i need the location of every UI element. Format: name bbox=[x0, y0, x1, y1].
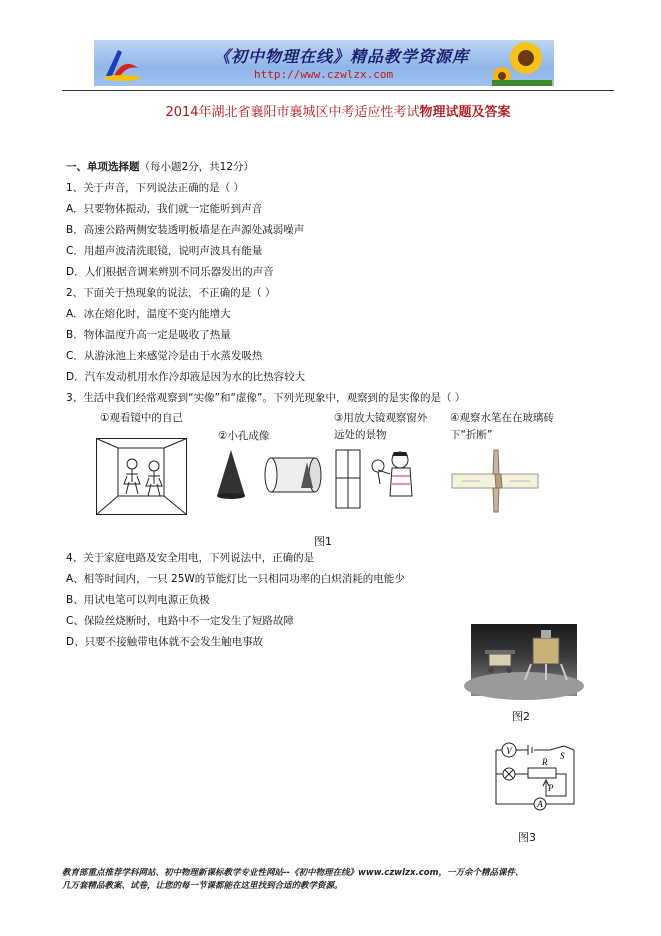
magnifier-window-illustration bbox=[334, 448, 420, 510]
question-2-option-a: A．冰在熔化时，温度不变内能增大 bbox=[66, 308, 231, 320]
sunflower-icon bbox=[492, 40, 552, 86]
question-4-option-a: A、相等时间内，一只 25W的节能灯比一只相同功率的白炽消耗的电能少 bbox=[66, 573, 405, 585]
circuit-label-s: S bbox=[560, 751, 565, 761]
title-part-2: 物理试题及答案 bbox=[419, 105, 511, 120]
footer-line-1: 教育部重点推荐学科网站、初中物理新课标教学专业性网站--《初中物理在线》www.czwlzx.com，一万余个精品课件、 bbox=[62, 868, 524, 878]
question-2-option-b: B．物体温度升高一定是吸收了热量 bbox=[66, 329, 231, 341]
pinhole-camera-illustration bbox=[213, 448, 325, 500]
figure-1-label: 图1 bbox=[314, 535, 332, 548]
lunar-rover-photo bbox=[471, 624, 577, 696]
mirror-room-illustration bbox=[96, 438, 188, 516]
question-4-stem: 4、关于家庭电路及安全用电，下列说法中，正确的是 bbox=[66, 552, 315, 564]
title-part-1: 2014年湖北省襄阳市襄城区中考适应性考试 bbox=[165, 105, 420, 120]
header-rule bbox=[62, 90, 614, 91]
circuit-diagram bbox=[488, 744, 584, 814]
question-1-option-d: D．人们根据音调来辨别不同乐器发出的声音 bbox=[66, 266, 274, 278]
figure-1-caption-3a: ③用放大镜观察窗外 bbox=[334, 412, 428, 424]
section-note: （每小题2分，共12分） bbox=[139, 161, 255, 173]
question-2-option-c: C．从游泳池上来感觉冷是由于水蒸发吸热 bbox=[66, 350, 263, 362]
figure-1-caption-4b: 下“折断” bbox=[450, 429, 493, 441]
question-1-stem: 1、关于声音，下列说法正确的是（ ） bbox=[66, 182, 245, 194]
question-1-option-a: A．只要物体振动，我们就一定能听到声音 bbox=[66, 203, 263, 215]
question-1-option-b: B．高速公路两侧安装透明板墙是在声源处减弱噪声 bbox=[66, 224, 305, 236]
figure-1-caption-1: ①观看镜中的自己 bbox=[100, 412, 183, 424]
section-heading-text: 一、单项选择题 bbox=[66, 161, 140, 173]
question-3-stem: 3、生活中我们经常观察到“实像”和“虚像”。下列光现象中，观察到的是实像的是（ ） bbox=[66, 392, 466, 404]
question-4-option-d: D、只要不接触带电体就不会发生触电事故 bbox=[66, 636, 264, 648]
footer-line-2: 几万套精品教案、试卷，让您的每一节课都能在这里找到合适的教学资源。 bbox=[62, 881, 343, 891]
circuit-label-r: R bbox=[542, 757, 548, 767]
section-heading bbox=[66, 160, 254, 174]
circuit-label-v: V bbox=[506, 746, 512, 756]
page-title bbox=[62, 101, 614, 120]
figure-1-caption-2: ②小孔成像 bbox=[218, 430, 270, 442]
banner-title: 《初中物理在线》精品教学资源库 bbox=[214, 47, 470, 66]
circuit-label-a: A bbox=[537, 799, 543, 809]
header-banner bbox=[94, 40, 554, 86]
question-2-stem: 2、下面关于热现象的说法，不正确的是（ ） bbox=[66, 287, 276, 299]
banner-url[interactable]: http://www.czwlzx.com bbox=[254, 68, 394, 81]
circuit-label-p: P bbox=[548, 783, 554, 793]
question-4-option-c: C、保险丝烧断时，电路中不一定发生了短路故障 bbox=[66, 615, 294, 627]
question-1-option-c: C．用超声波清洗眼镜，说明声波具有能量 bbox=[66, 245, 263, 257]
figure-1-caption-4a: ④观察水笔在在玻璃砖 bbox=[450, 412, 554, 424]
question-2-option-d: D．汽车发动机用水作冷却液是因为水的比热容较大 bbox=[66, 371, 306, 383]
figure-1-caption-3b: 远处的景物 bbox=[334, 429, 387, 441]
page-footer bbox=[62, 867, 622, 893]
pen-glass-block-illustration bbox=[448, 448, 542, 514]
figure-2-label: 图2 bbox=[512, 710, 530, 723]
question-4-option-b: B、用试电笔可以判电源正负极 bbox=[66, 594, 210, 606]
figure-3-label: 图3 bbox=[518, 831, 536, 844]
site-logo-icon bbox=[98, 42, 144, 84]
